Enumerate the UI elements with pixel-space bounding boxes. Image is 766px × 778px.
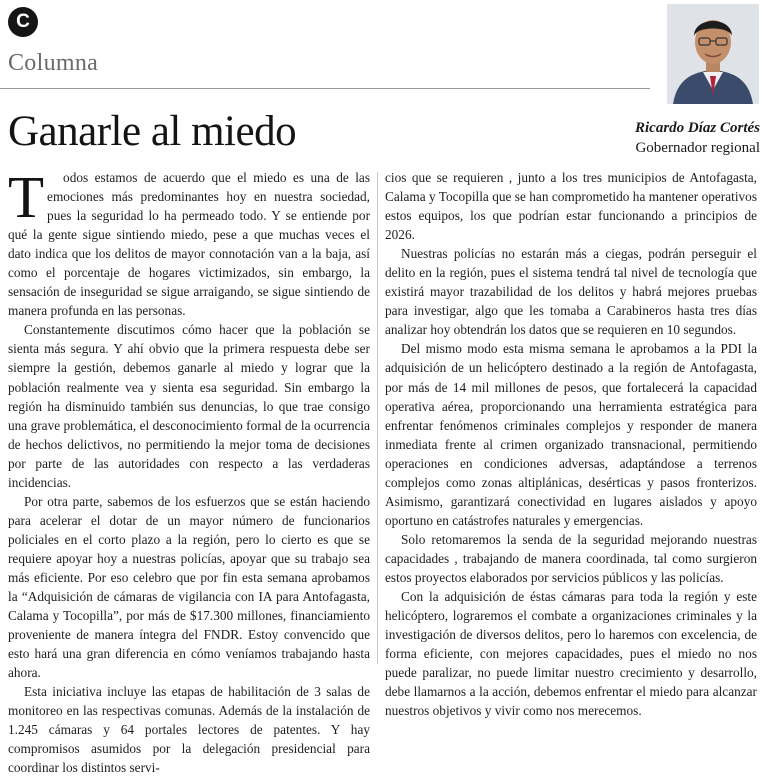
article-column-left xyxy=(8,164,370,778)
paragraph: cios que se requieren , junto a los tres municipios de Antofagasta, Calama y Tocopilla que se han comprometido ha mantener operativos estos equipos, los que podrían estar funcionando a principios de 2026. xyxy=(385,170,757,243)
paragraph: Constantemente discutimos cómo hacer que la población se sienta más segura. Y ahí obvio que la primera respuesta debe ser siempre la gestión, debemos ganarle al miedo y lograr que la población realmente vea y sienta esa seguridad. Sin embargo la región ha disminuido también sus denuncias, lo que trae consigo una grave problemática, el desconocimiento formal de la ocurrencia de hechos delictivos, no permitiendo la mejor toma de decisiones por parte de las autoridades con respecto a las verdaderas incidencias. xyxy=(8,322,370,490)
column-divider xyxy=(377,172,378,664)
paragraph: Nuestras policías no estarán más a ciegas, podrán perseguir el delito en la región, pues el sistema tendrá tal nivel de tecnología que existirá mayor trazabilidad de los delitos y habrá mejores pruebas para investigar, algo que les tomaba a Carabineros hasta tres días analizar hoy obtendrán los datos que se requieren en 10 segundos. xyxy=(385,246,757,338)
paragraph: Del mismo modo esta misma semana le aprobamos a la PDI la adquisición de un helicóptero destinado a la región de Antofagasta, por más de 14 mil millones de pesos, que fortalecerá la capacidad operativa aérea, proporcionando una herramienta estratégica para enfrentar fenómenos criminales complejos y responder de manera inmediata frente al crimen organizado transnacional, permitiendo operaciones en condiciones adversas, adaptándose a terrenos complejos como zonas altiplánicas, desérticas y pasos fronterizos. Asimismo, garantizará conectividad en lugares aislados y apoyo oportuno en catástrofes naturales y emergencias. xyxy=(385,341,757,528)
byline xyxy=(635,118,760,158)
paragraph-text: odos estamos de acuerdo que el miedo es una de las emociones más predominantes hoy en nuestra sociedad, pues la seguridad lo ha permeado todo. Y se entiende por qué la gente sigue sintiendo miedo, pese a que muchas veces el dato indica que los delitos de mayor connotación van a la baja, así como el porcentaje de hogares victimizados, sin embargo, la sensación de inseguridad se sigue arraigando, se sigue sintiendo de manera profunda en las personas. xyxy=(8,170,370,319)
author-name: Ricardo Díaz Cortés xyxy=(634,120,760,136)
paragraph: Por otra parte, sabemos de los esfuerzos que se están haciendo para acelerar el dotar de un mayor número de funcionarios policiales en el corto plazo a la región, pero lo cierto es que se requiere apoyar hoy a nuestras policías, apoyar que su trabajo sea más eficiente. Por eso celebro que por fin esta semana aprobamos la “Adquisición de cámaras de vigilancia con IA para Antofagasta, Calama y Tocopilla”, por más de $17.300 millones, financiamiento proveniente de manera íntegra del FNDR. Estoy convencido que esto hará una gran diferencia en cómo veníamos trabajando hasta ahora. xyxy=(8,493,370,681)
section-badge: C xyxy=(8,7,38,37)
paragraph: Con la adquisición de éstas cámaras para toda la región y este helicóptero, lograremos el combate a organizaciones criminales y la investigación de diversos delitos, pero lo haremos con excelencia, de forma eficiente, con mejores capacidades, pues el miedo no nos puede paralizar, no puede limitar nuestro crecimiento y desarrollo, debe llamarnos a la acción, debemos enfrentar el miedo para alcanzar nuestros objetivos y vivir como nos merecemos. xyxy=(385,589,757,719)
author-role: Gobernador regional xyxy=(635,140,760,156)
paragraph: Esta iniciativa incluye las etapas de habilitación de 3 salas de monitoreo en las respectivas comunas. Además de la instalación de 1.245 cámaras y 64 portales lectores de patentes. Y hay compromisos asumidos por la delegación presidencial para coordinar los distintos servi- xyxy=(8,684,370,776)
author-portrait-icon xyxy=(667,4,759,104)
article-column-right xyxy=(385,168,757,720)
article-title: Ganarle al miedo xyxy=(8,108,297,155)
drop-cap: T xyxy=(8,164,45,230)
paragraph: Solo retomaremos la senda de la seguridad mejorando nuestras capacidades , trabajando de manera coordinada, tal como surgieron estos proyectos elaborados por servicios públicos y las policías. xyxy=(385,531,757,585)
header-divider xyxy=(0,88,650,89)
section-label: Columna xyxy=(8,50,99,76)
paragraph xyxy=(8,164,370,320)
